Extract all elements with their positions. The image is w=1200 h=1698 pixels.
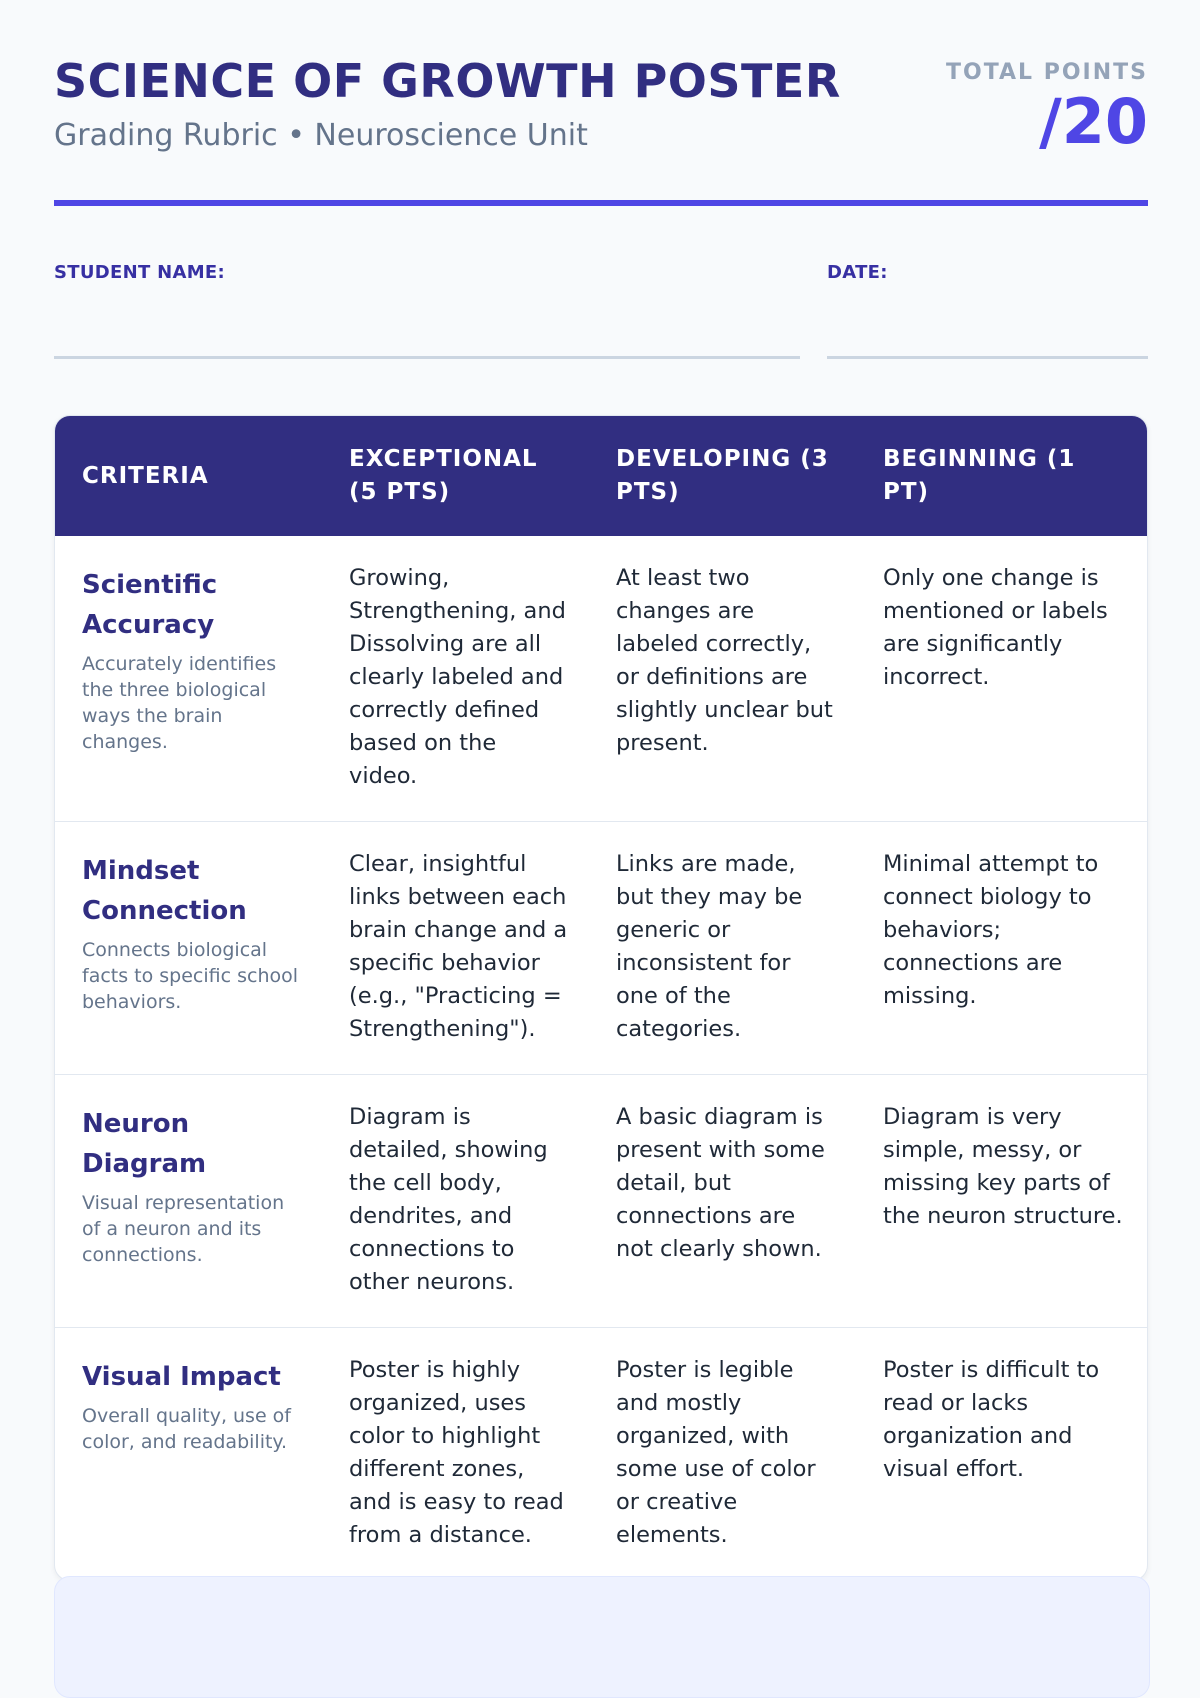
student-name-line	[54, 356, 800, 359]
criterion-description: Visual representation of a neuron and its connections.	[82, 1192, 285, 1266]
date-line	[827, 356, 1148, 359]
rubric-table	[55, 416, 1147, 1580]
exceptional-cell: Diagram is detailed, showing the cell body, dendrites, and connections to other neurons.	[322, 1075, 589, 1328]
developing-cell: A basic diagram is present with some detail, but connections are not clearly shown.	[589, 1075, 856, 1328]
page-subtitle: Grading Rubric • Neuroscience Unit	[54, 118, 588, 153]
student-name-label: STUDENT NAME:	[54, 262, 226, 283]
table-row	[55, 822, 1147, 1075]
criterion-cell	[55, 822, 322, 1075]
rubric-table-card	[54, 415, 1148, 1581]
total-points-label: TOTAL POINTS	[946, 60, 1148, 85]
column-header-exceptional: EXCEPTIONAL (5 PTS)	[322, 416, 589, 536]
table-row	[55, 536, 1147, 822]
criterion-cell	[55, 536, 322, 822]
criterion-cell	[55, 1075, 322, 1328]
developing-cell: At least two changes are labeled correctly, or definitions are slightly unclear but present.	[616, 565, 833, 756]
beginning-cell: Minimal attempt to connect biology to behaviors; connections are missing.	[856, 822, 1147, 1075]
developing-cell: Links are made, but they may be generic or inconsistent for one of the categories.	[589, 822, 856, 1075]
criterion-name: Mindset Connection	[82, 856, 247, 926]
criterion-name: Neuron Diagram	[82, 1109, 207, 1179]
column-header-criteria: CRITERIA	[55, 416, 322, 536]
criterion-description: Overall quality, use of color, and readability.	[82, 1405, 291, 1453]
column-header-developing: DEVELOPING (3 PTS)	[589, 416, 856, 536]
date-label: DATE:	[827, 262, 888, 283]
exceptional-cell: Clear, insightful links between each brain change and a specific behavior (e.g., "Practicing = Strengthening").	[322, 822, 589, 1075]
criterion-name: Visual Impact	[82, 1362, 281, 1392]
column-header-beginning: BEGINNING (1 PT)	[856, 416, 1147, 536]
total-points	[946, 58, 1148, 156]
footer-panel	[54, 1576, 1150, 1698]
table-header-row	[55, 416, 1147, 536]
date-field[interactable]	[827, 258, 1148, 288]
page-title: SCIENCE OF GROWTH POSTER	[54, 54, 841, 108]
page-header	[54, 0, 1148, 206]
exceptional-cell: Poster is highly organized, uses color to highlight different zones, and is easy to read from a distance.	[322, 1328, 589, 1581]
beginning-cell: Only one change is mentioned or labels are significantly incorrect.	[883, 565, 1108, 690]
beginning-cell: Poster is difficult to read or lacks organization and visual effort.	[856, 1328, 1147, 1581]
criterion-cell	[55, 1328, 322, 1581]
exceptional-cell: Growing, Strengthening, and Dissolving are all clearly labeled and correctly defined based on the video.	[349, 565, 566, 789]
beginning-cell: Diagram is very simple, messy, or missing key parts of the neuron structure.	[856, 1075, 1147, 1328]
rubric-page	[54, 0, 1148, 1548]
student-name-field[interactable]	[54, 258, 800, 288]
criterion-name: Scientific Accuracy	[82, 570, 218, 640]
header-divider	[54, 200, 1148, 206]
table-row	[55, 1075, 1147, 1328]
table-row	[55, 1328, 1147, 1581]
developing-cell: Poster is legible and mostly organized, with some use of color or creative elements.	[589, 1328, 856, 1581]
total-points-value: /20	[1039, 85, 1148, 158]
criterion-description: Accurately identifies the three biological ways the brain changes.	[82, 653, 277, 753]
criterion-description: Connects biological facts to specific school behaviors.	[82, 939, 299, 1013]
student-info-fields	[54, 258, 1148, 362]
